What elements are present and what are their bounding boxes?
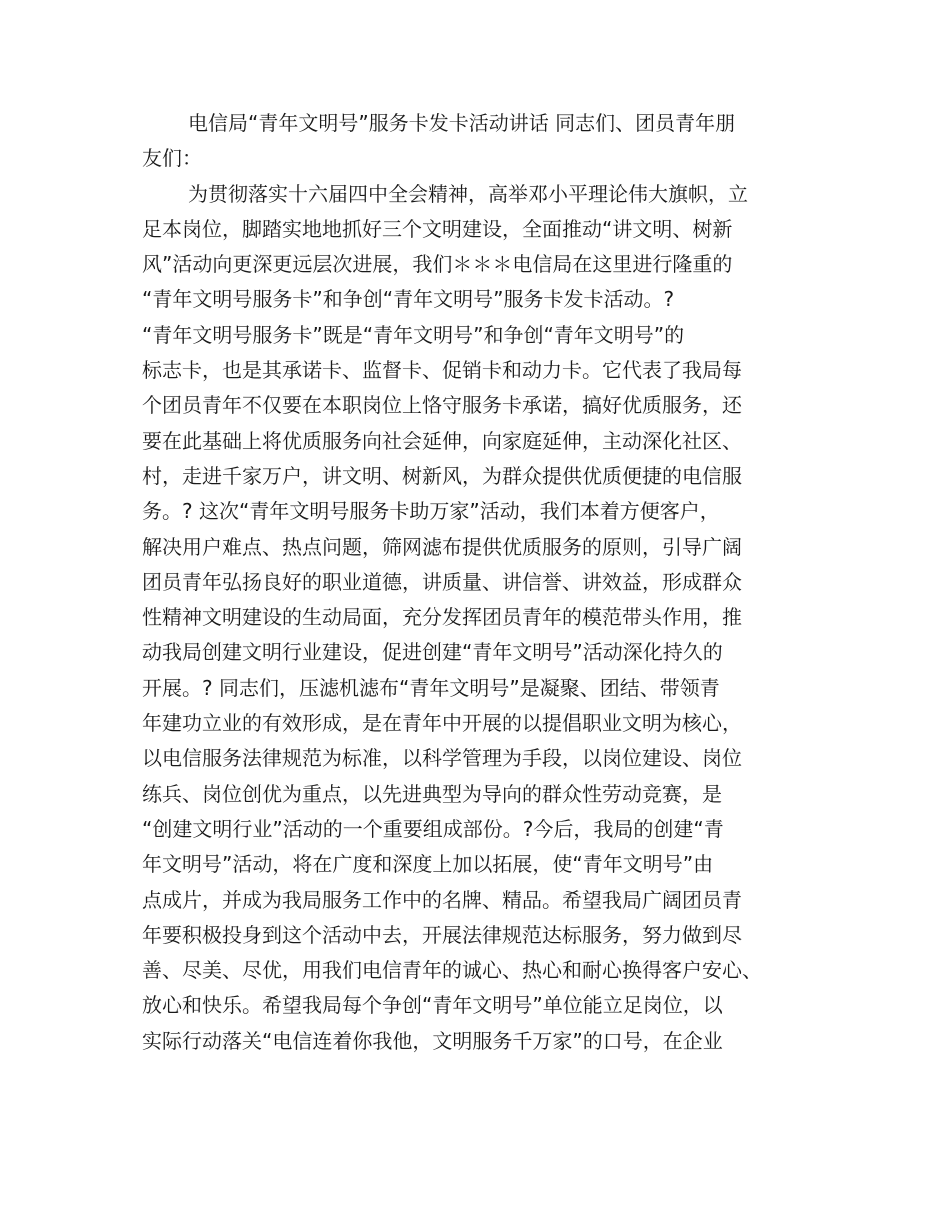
text-line: 标志卡，也是其承诺卡、监督卡、促销卡和动力卡。它代表了我局每 xyxy=(142,358,742,383)
text-line: 电信局“青年文明号”服务卡发卡活动讲话 同志们、团员青年朋 xyxy=(188,111,736,135)
text-line: 务。? 这次“青年文明号服务卡助万家”活动，我们本着方便客户， xyxy=(142,499,720,524)
text-line: 友们： xyxy=(142,146,202,171)
speech-text-body xyxy=(142,106,812,1059)
text-line: 村，走进千家万户，讲文明、树新风，为群众提供优质便捷的电信服 xyxy=(142,463,742,488)
text-line: 放心和快乐。希望我局每个争创“青年文明号”单位能立足岗位，以 xyxy=(142,993,723,1018)
text-line: 个团员青年不仅要在本职岗位上恪守服务卡承诺，搞好优质服务，还 xyxy=(142,393,742,418)
text-line: 要在此基础上将优质服务向社会延伸，向家庭延伸，主动深化社区、 xyxy=(142,428,742,453)
text-line: 年要积极投身到这个活动中去，开展法律规范达标服务，努力做到尽 xyxy=(142,922,742,947)
text-line: 足本岗位，脚踏实地地抓好三个文明建设，全面推动“讲文明、树新 xyxy=(142,216,733,241)
text-line: 开展。? 同志们，压滤机滤布“青年文明号”是凝聚、团结、带领青 xyxy=(142,675,720,700)
text-line: 以电信服务法律规范为标准，以科学管理为手段，以岗位建设、岗位 xyxy=(142,746,742,771)
text-line: “青年文明号服务卡”既是“青年文明号”和争创“青年文明号”的 xyxy=(142,322,685,347)
text-line: 点成片，并成为我局服务工作中的名牌、精品。希望我局广阔团员青 xyxy=(142,887,742,912)
text-line: 练兵、岗位创优为重点，以先进典型为导向的群众性劳动竞赛，是 xyxy=(142,781,722,806)
text-line: 年文明号”活动，将在广度和深度上加以拓展，使“青年文明号”由 xyxy=(142,852,714,877)
text-line: 性精神文明建设的生动局面，充分发挥团员青年的模范带头作用，推 xyxy=(142,605,742,630)
text-line: “创建文明行业”活动的一个重要组成部份。?今后，我局的创建“青 xyxy=(142,816,724,841)
text-line: “青年文明号服务卡”和争创“青年文明号”服务卡发卡活动。? xyxy=(142,287,675,312)
text-line: 善、尽美、尽优，用我们电信青年的诚心、热心和耐心换得客户安心、 xyxy=(142,958,762,983)
text-line: 动我局创建文明行业建设，促进创建“青年文明号”活动深化持久的 xyxy=(142,640,723,665)
text-line: 团员青年弘扬良好的职业道德，讲质量、讲信誉、讲效益，形成群众 xyxy=(142,569,742,594)
text-line: 解决用户难点、热点问题，筛网滤布提供优质服务的原则，引导广阔 xyxy=(142,534,742,559)
text-line: 为贯彻落实十六届四中全会精神，高举邓小平理论伟大旗帜，立 xyxy=(188,181,748,206)
text-line: 实际行动落关“电信连着你我他，文明服务千万家”的口号，在企业 xyxy=(142,1028,723,1053)
text-line: 年建功立业的有效形成，是在青年中开展的以提倡职业文明为核心， xyxy=(142,711,742,736)
text-line: 风”活动向更深更远层次进展，我们＊＊＊电信局在这里进行隆重的 xyxy=(142,252,733,277)
